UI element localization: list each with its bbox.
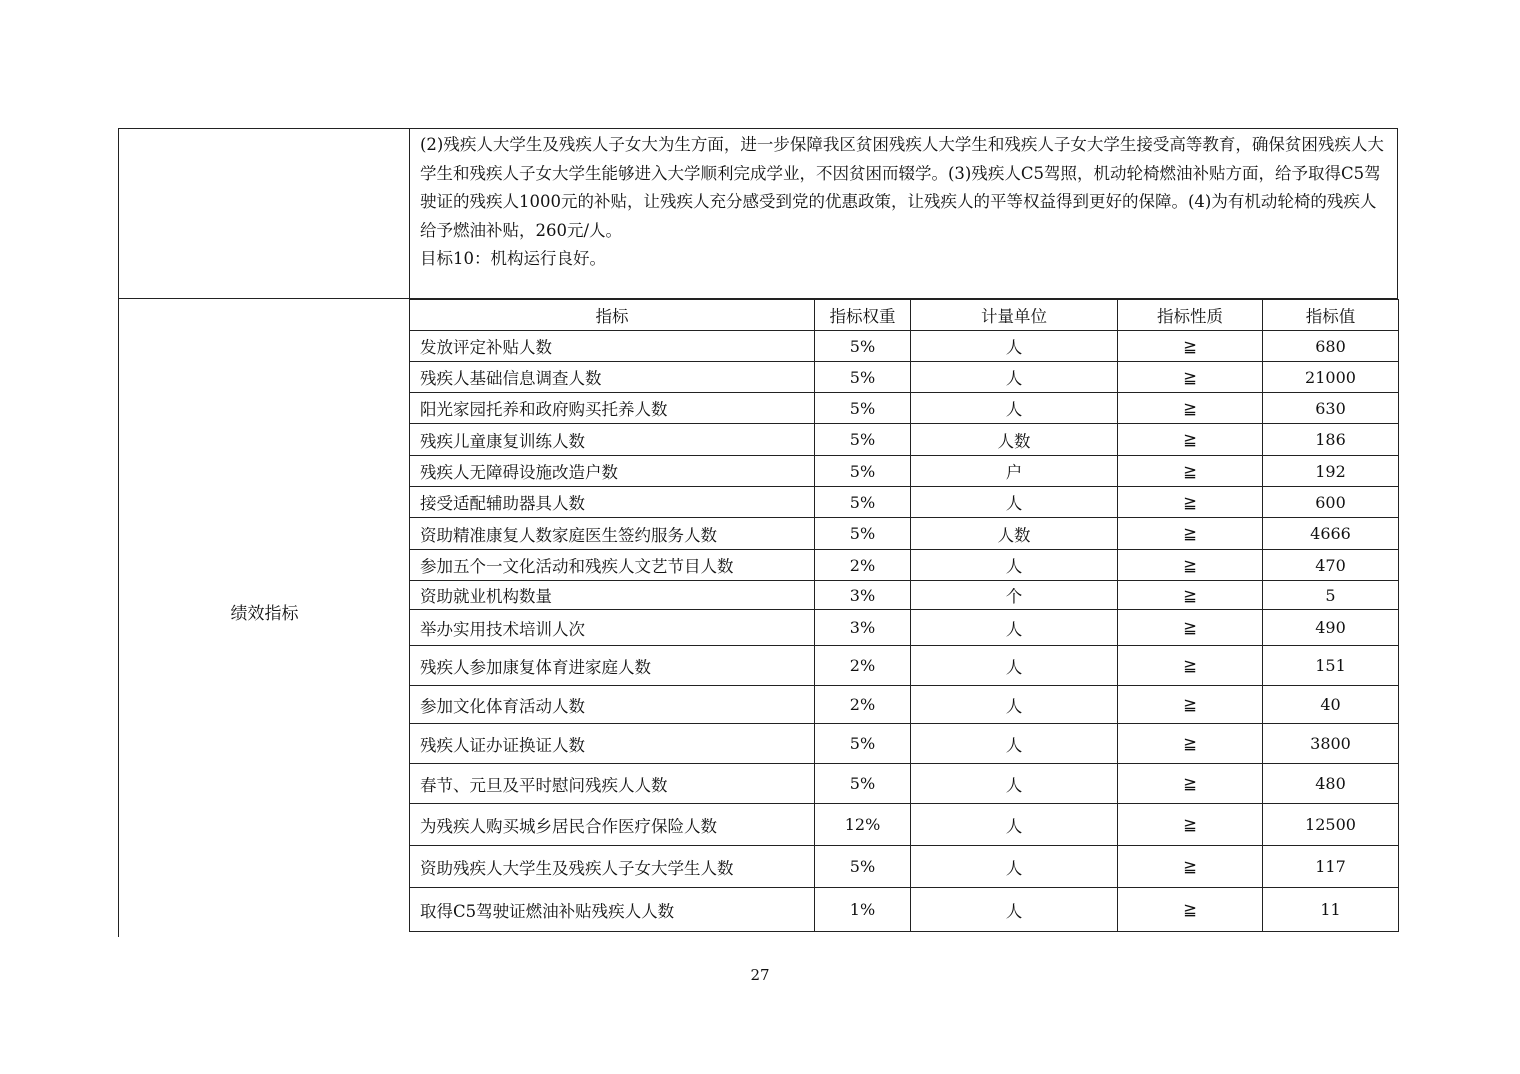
table-header-row [410,300,1399,331]
table-row [410,581,1399,610]
metric-nature: ≧ [1118,724,1263,764]
metric-name: 残疾人参加康复体育进家庭人数 [410,646,815,686]
metric-weight: 5% [815,424,911,456]
metric-value: 40 [1263,686,1399,724]
metric-name: 取得C5驾驶证燃油补贴残疾人人数 [410,888,815,932]
performance-table-sheet [118,128,1398,937]
metric-name: 资助残疾人大学生及残疾人子女大学生人数 [410,846,815,888]
metric-value: 490 [1263,610,1399,646]
metric-value: 192 [1263,456,1399,487]
metric-nature: ≧ [1118,362,1263,393]
table-row [410,846,1399,888]
table-row [410,487,1399,518]
metric-weight: 2% [815,646,911,686]
metrics-table [409,299,1399,932]
table-row [410,393,1399,424]
table-row [410,888,1399,932]
goals-text-cell [409,128,1398,299]
metric-value: 5 [1263,581,1399,610]
metric-nature: ≧ [1118,764,1263,804]
goals-paragraph: (2)残疾人大学生及残疾人子女大为生方面，进一步保障我区贫困残疾人大学生和残疾人子女大学生接受高等教育，确保贫困残疾人大学生和残疾人子女大学生能够进入大学顺利完成学业，不因贫困而辍学。(3)残疾人C5驾照，机动轮椅燃油补贴方面，给予取得C5驾驶证的残疾人1000元的补贴，让残疾人充分感受到党的优惠政策，让残疾人的平等权益得到更好的保障。(4)为有机动轮椅的残疾人给予燃油补贴，260元/人。 [420,135,1384,240]
metric-weight: 5% [815,846,911,888]
table-row [410,550,1399,581]
metric-weight: 5% [815,518,911,550]
metric-nature: ≧ [1118,550,1263,581]
header-unit: 计量单位 [911,300,1118,331]
metric-weight: 3% [815,610,911,646]
section-label-cell [118,299,409,937]
metric-weight: 5% [815,331,911,362]
metric-value: 3800 [1263,724,1399,764]
metric-weight: 5% [815,393,911,424]
metric-nature: ≧ [1118,846,1263,888]
goal-10: 目标10：机构运行良好。 [420,249,606,268]
metric-name: 春节、元旦及平时慰问残疾人人数 [410,764,815,804]
metric-name: 发放评定补贴人数 [410,331,815,362]
metric-weight: 2% [815,550,911,581]
page-number: 27 [750,966,770,984]
metric-unit: 个 [911,581,1118,610]
metric-weight: 12% [815,804,911,846]
left-column-top-cell [118,128,409,299]
metric-name: 残疾人基础信息调查人数 [410,362,815,393]
metric-value: 600 [1263,487,1399,518]
metric-unit: 人 [911,846,1118,888]
metric-unit: 户 [911,456,1118,487]
metric-value: 21000 [1263,362,1399,393]
metric-name: 残疾人无障碍设施改造户数 [410,456,815,487]
metric-name: 阳光家园托养和政府购买托养人数 [410,393,815,424]
metric-name: 为残疾人购买城乡居民合作医疗保险人数 [410,804,815,846]
header-weight: 指标权重 [815,300,911,331]
table-row [410,610,1399,646]
metric-name: 资助就业机构数量 [410,581,815,610]
metric-unit: 人 [911,487,1118,518]
metric-unit: 人 [911,646,1118,686]
metric-weight: 5% [815,362,911,393]
metric-unit: 人 [911,610,1118,646]
metric-nature: ≧ [1118,804,1263,846]
metric-value: 117 [1263,846,1399,888]
metric-unit: 人 [911,686,1118,724]
metric-weight: 2% [815,686,911,724]
metric-nature: ≧ [1118,686,1263,724]
metric-nature: ≧ [1118,424,1263,456]
header-value: 指标值 [1263,300,1399,331]
metric-weight: 5% [815,764,911,804]
metric-unit: 人数 [911,424,1118,456]
metric-weight: 5% [815,487,911,518]
table-row [410,424,1399,456]
metric-weight: 5% [815,456,911,487]
metric-unit: 人 [911,724,1118,764]
metric-nature: ≧ [1118,487,1263,518]
metric-name: 接受适配辅助器具人数 [410,487,815,518]
metric-nature: ≧ [1118,456,1263,487]
metric-value: 680 [1263,331,1399,362]
table-row [410,686,1399,724]
table-row [410,362,1399,393]
metric-value: 11 [1263,888,1399,932]
metric-nature: ≧ [1118,331,1263,362]
metric-value: 470 [1263,550,1399,581]
metric-name: 参加文化体育活动人数 [410,686,815,724]
metric-nature: ≧ [1118,393,1263,424]
metric-nature: ≧ [1118,888,1263,932]
header-indicator: 指标 [410,300,815,331]
metric-weight: 5% [815,724,911,764]
metric-unit: 人数 [911,518,1118,550]
table-row [410,646,1399,686]
metric-value: 151 [1263,646,1399,686]
metric-value: 630 [1263,393,1399,424]
table-row [410,724,1399,764]
metric-value: 480 [1263,764,1399,804]
metric-value: 12500 [1263,804,1399,846]
table-row [410,456,1399,487]
metric-unit: 人 [911,764,1118,804]
metric-unit: 人 [911,331,1118,362]
metric-name: 举办实用技术培训人次 [410,610,815,646]
table-row [410,331,1399,362]
metric-nature: ≧ [1118,581,1263,610]
metric-unit: 人 [911,393,1118,424]
metric-unit: 人 [911,550,1118,581]
metric-name: 资助精准康复人数家庭医生签约服务人数 [410,518,815,550]
metric-unit: 人 [911,804,1118,846]
metric-unit: 人 [911,888,1118,932]
table-row [410,804,1399,846]
header-nature: 指标性质 [1118,300,1263,331]
metric-name: 残疾人证办证换证人数 [410,724,815,764]
metric-nature: ≧ [1118,518,1263,550]
table-row [410,518,1399,550]
metric-weight: 3% [815,581,911,610]
metric-nature: ≧ [1118,610,1263,646]
metric-weight: 1% [815,888,911,932]
metric-unit: 人 [911,362,1118,393]
metric-value: 186 [1263,424,1399,456]
metric-name: 参加五个一文化活动和残疾人文艺节目人数 [410,550,815,581]
metric-name: 残疾儿童康复训练人数 [410,424,815,456]
section-label: 绩效指标 [230,604,299,624]
metric-value: 4666 [1263,518,1399,550]
table-row [410,764,1399,804]
metric-nature: ≧ [1118,646,1263,686]
